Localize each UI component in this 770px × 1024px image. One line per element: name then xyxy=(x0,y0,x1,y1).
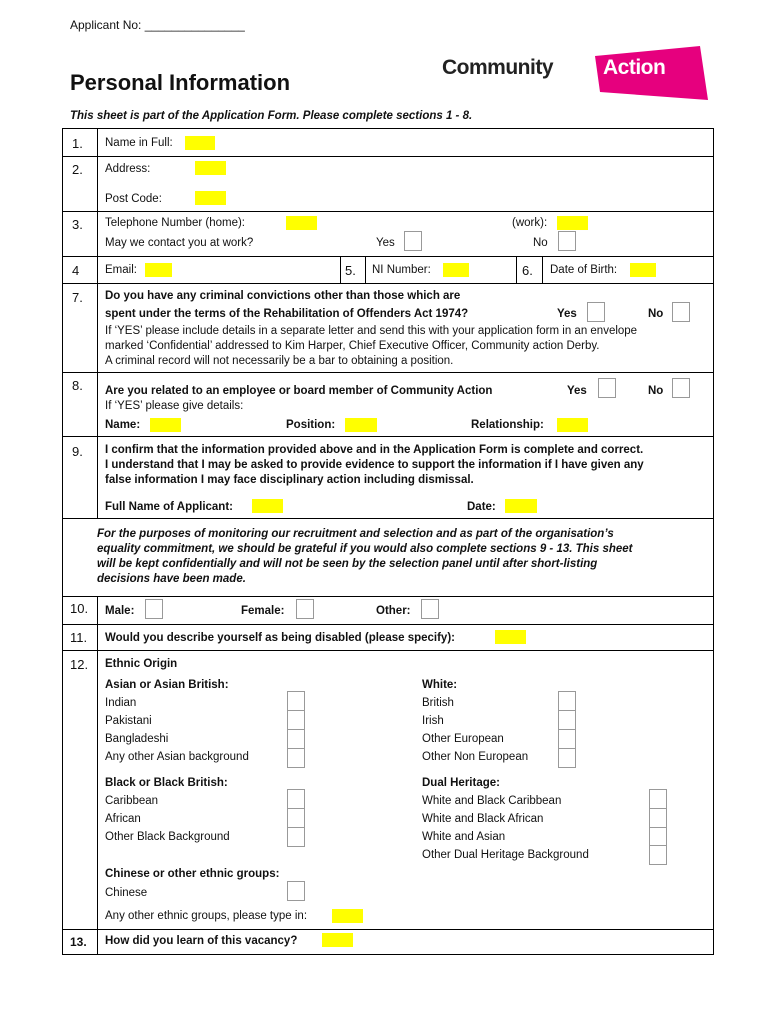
tel-home-label: Telephone Number (home): xyxy=(105,217,245,229)
applicant-no-label: Applicant No: _______________ xyxy=(70,18,245,32)
convictions-yes-label: Yes xyxy=(557,308,577,320)
vacancy-source-question: How did you learn of this vacancy? xyxy=(105,935,298,947)
related-question: Are you related to an employee or board member of Community Action xyxy=(105,385,493,397)
related-yes-label: Yes xyxy=(567,385,587,397)
applicant-no-field[interactable]: _______________ xyxy=(144,18,245,32)
white-heading: White: xyxy=(422,679,458,691)
tel-work-field[interactable] xyxy=(557,216,588,230)
related-no-checkbox[interactable] xyxy=(672,378,690,398)
chinese-checkbox[interactable] xyxy=(287,881,305,901)
ni-number-field[interactable] xyxy=(443,263,469,277)
female-checkbox[interactable] xyxy=(296,599,314,619)
related-relationship-field[interactable] xyxy=(557,418,588,432)
dual-heading: Dual Heritage: xyxy=(422,777,500,789)
asian-option: Pakistani xyxy=(105,715,152,727)
declaration-date-field[interactable] xyxy=(505,499,537,513)
asian-checkbox[interactable] xyxy=(287,710,305,730)
dob-label: Date of Birth: xyxy=(550,264,618,276)
dual-checkbox[interactable] xyxy=(649,845,667,865)
dual-checkbox[interactable] xyxy=(649,808,667,828)
related-no-label: No xyxy=(648,385,664,397)
monitoring-text-3: will be kept confidentially and will not be seen by the selection panel until after short-listing xyxy=(97,558,598,570)
convictions-question-2: spent under the terms of the Rehabilitation of Offenders Act 1974? xyxy=(105,308,469,320)
related-name-field[interactable] xyxy=(150,418,181,432)
convictions-yes-checkbox[interactable] xyxy=(587,302,605,322)
chinese-option: Chinese xyxy=(105,887,148,899)
asian-heading: Asian or Asian British: xyxy=(105,679,229,691)
vacancy-source-field[interactable] xyxy=(322,933,353,947)
convictions-note-3: A criminal record will not necessarily be a bar to obtaining a position. xyxy=(105,355,454,367)
applicant-fullname-field[interactable] xyxy=(252,499,283,513)
related-yes-checkbox[interactable] xyxy=(598,378,616,398)
declaration-line-2: I understand that I may be asked to provide evidence to support the information if I have given any xyxy=(105,459,644,471)
asian-option: Bangladeshi xyxy=(105,733,169,745)
tel-home-field[interactable] xyxy=(286,216,317,230)
intro-text: This sheet is part of the Application Form. Please complete sections 1 - 8. xyxy=(70,110,473,122)
email-label: Email: xyxy=(105,264,137,276)
white-option: Other European xyxy=(422,733,504,745)
chinese-heading: Chinese or other ethnic groups: xyxy=(105,868,280,880)
section-9-number: 9. xyxy=(72,444,83,459)
contact-yes-label: Yes xyxy=(376,237,395,249)
ni-number-label: NI Number: xyxy=(372,264,431,276)
section-6-number: 6. xyxy=(522,263,533,278)
dual-checkbox[interactable] xyxy=(649,827,667,847)
male-label: Male: xyxy=(105,605,135,617)
monitoring-text-4: decisions have been made. xyxy=(97,573,246,585)
email-field[interactable] xyxy=(145,263,172,277)
white-checkbox[interactable] xyxy=(558,748,576,768)
related-details-label: If ‘YES’ please give details: xyxy=(105,400,244,412)
asian-option: Indian xyxy=(105,697,137,709)
related-position-field[interactable] xyxy=(345,418,377,432)
dual-option: Other Dual Heritage Background xyxy=(422,849,589,861)
other-ethnic-label: Any other ethnic groups, please type in: xyxy=(105,910,308,922)
female-label: Female: xyxy=(241,605,285,617)
black-checkbox[interactable] xyxy=(287,808,305,828)
ethnic-origin-title: Ethnic Origin xyxy=(105,658,178,670)
black-option: Other Black Background xyxy=(105,831,230,843)
dual-checkbox[interactable] xyxy=(649,789,667,809)
monitoring-text-1: For the purposes of monitoring our recruitment and selection and as part of the organisation’s xyxy=(97,528,614,540)
convictions-question-1: Do you have any criminal convictions other than those which are xyxy=(105,290,461,302)
section-8-number: 8. xyxy=(72,378,83,393)
contact-at-work-label: May we contact you at work? xyxy=(105,237,254,249)
section-12-number: 12. xyxy=(70,657,89,672)
address-field[interactable] xyxy=(195,161,226,175)
white-option: Other Non European xyxy=(422,751,529,763)
white-checkbox[interactable] xyxy=(558,691,576,711)
related-relationship-label: Relationship: xyxy=(471,419,544,431)
section-1-number: 1. xyxy=(72,136,83,151)
male-checkbox[interactable] xyxy=(145,599,163,619)
white-option: British xyxy=(422,697,454,709)
convictions-note-1: If ‘YES’ please include details in a separate letter and send this with your application form in an envelope xyxy=(105,325,638,337)
address-label: Address: xyxy=(105,163,151,175)
contact-no-checkbox[interactable] xyxy=(558,231,576,251)
tel-work-label: (work): xyxy=(512,217,548,229)
black-checkbox[interactable] xyxy=(287,789,305,809)
monitoring-text-2: equality commitment, we should be grateful if you would also complete sections 9 - 13. This sheet xyxy=(97,543,633,555)
black-checkbox[interactable] xyxy=(287,827,305,847)
section-7-number: 7. xyxy=(72,290,83,305)
declaration-line-3: false information I may face disciplinary action including dismissal. xyxy=(105,474,474,486)
black-option: African xyxy=(105,813,141,825)
asian-checkbox[interactable] xyxy=(287,691,305,711)
section-11-number: 11. xyxy=(70,630,88,645)
other-gender-checkbox[interactable] xyxy=(421,599,439,619)
white-checkbox[interactable] xyxy=(558,710,576,730)
community-action-logo: Community Action xyxy=(440,44,710,102)
page-title: Personal Information xyxy=(70,70,291,95)
asian-checkbox[interactable] xyxy=(287,748,305,768)
section-4-number: 4 xyxy=(72,263,80,278)
disability-question: Would you describe yourself as being disabled (please specify): xyxy=(105,632,455,644)
section-3-number: 3. xyxy=(72,217,83,232)
declaration-date-label: Date: xyxy=(467,501,496,513)
black-heading: Black or Black British: xyxy=(105,777,228,789)
convictions-note-2: marked ‘Confidential’ addressed to Kim Harper, Chief Executive Officer, Community action Derby. xyxy=(105,340,600,352)
section-2-number: 2. xyxy=(72,162,83,177)
other-gender-label: Other: xyxy=(376,605,411,617)
asian-checkbox[interactable] xyxy=(287,729,305,749)
contact-yes-checkbox[interactable] xyxy=(404,231,422,251)
full-name-field[interactable] xyxy=(185,136,215,150)
applicant-fullname-label: Full Name of Applicant: xyxy=(105,501,233,513)
related-position-label: Position: xyxy=(286,419,336,431)
contact-no-label: No xyxy=(533,237,548,249)
white-option: Irish xyxy=(422,715,444,727)
section-5-number: 5. xyxy=(345,263,356,278)
related-name-label: Name: xyxy=(105,419,141,431)
postcode-field[interactable] xyxy=(195,191,226,205)
section-10-number: 10. xyxy=(70,601,89,616)
disability-field[interactable] xyxy=(495,630,526,644)
section-13-number: 13. xyxy=(70,935,87,949)
declaration-line-1: I confirm that the information provided above and in the Application Form is complete and correct. xyxy=(105,444,644,456)
convictions-no-checkbox[interactable] xyxy=(672,302,690,322)
black-option: Caribbean xyxy=(105,795,159,807)
full-name-label: Name in Full: xyxy=(105,137,173,149)
dual-option: White and Black Caribbean xyxy=(422,795,562,807)
dual-option: White and Asian xyxy=(422,831,506,843)
asian-option: Any other Asian background xyxy=(105,751,249,763)
convictions-no-label: No xyxy=(648,308,664,320)
other-ethnic-field[interactable] xyxy=(332,909,363,923)
postcode-label: Post Code: xyxy=(105,193,162,205)
white-checkbox[interactable] xyxy=(558,729,576,749)
dual-option: White and Black African xyxy=(422,813,544,825)
dob-field[interactable] xyxy=(630,263,656,277)
